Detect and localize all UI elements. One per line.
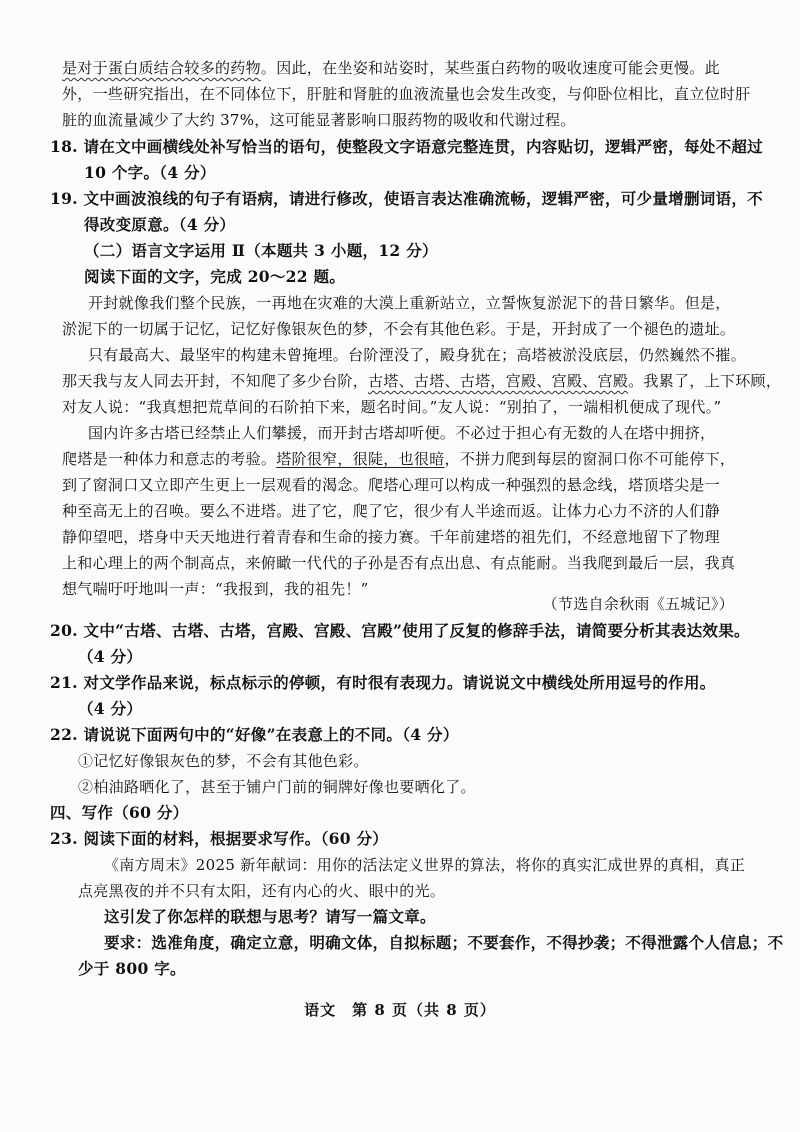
question-19-line-1: 19. 文中画波浪线的句子有语病，请进行修改，使语言表达准确流畅，逻辑严密，可少量增删词语，不 xyxy=(50,189,763,208)
question-23-line-1: 23. 阅读下面的材料，根据要求写作。（60 分） xyxy=(50,829,389,848)
reading-p2-line-2-end: 。我累了，上下环顾， xyxy=(628,372,782,390)
section-2-heading: （二）语言文字运用 Ⅱ（本题共 3 小题，12 分） xyxy=(84,241,438,260)
question-23-material-line-2: 点亮黑夜的并不只有太阳，还有内心的火、眼中的光。 xyxy=(78,882,446,900)
section-2-instruction: 阅读下面的文字，完成 20～22 题。 xyxy=(84,267,346,286)
question-18-line-2: 10 个字。（4 分） xyxy=(84,163,216,182)
question-20-line-2: （4 分） xyxy=(78,647,143,666)
reading-p2-line-3: 对友人说：“我真想把荒草间的石阶拍下来，题名时间。”友人说：“别拍了，一端相机便成了现代。” xyxy=(62,398,722,416)
reading-p3-line-2-end: ，不拼力爬到每层的窗洞口你不可能停下， xyxy=(444,450,736,468)
underlined-comma-phrase: 塔阶很窄，很陡，也很暗 xyxy=(276,450,445,468)
reading-p3-line-3: 到了窗洞口又立即产生更上一层观看的渴念。爬塔心理可以构成一种强烈的悬念线，塔顶塔尖是一 xyxy=(62,476,720,494)
reading-p3-line-7: 想气喘吁吁地叫一声：“我报到，我的祖先！” xyxy=(62,580,369,598)
reading-p3-line-2-start: 爬塔是一种体力和意志的考验。 xyxy=(62,450,277,468)
reading-p2-line-2 xyxy=(62,371,781,391)
reading-p2-line-1: 只有最高大、最坚牢的构建未曾掩埋。台阶湮没了，殿身犹在；高塔被淤没底层，仍然巍然不摧。 xyxy=(88,346,746,364)
reading-p3-line-1: 国内许多古塔已经禁止人们攀援，而开封古塔却听便。不必过于担心有无数的人在塔中拥挤， xyxy=(88,424,716,442)
reading-source: （节选自余秋雨《五城记》） xyxy=(542,595,734,613)
question-23-requirement-line-1: 要求：选准角度，确定立意，明确文体，自拟标题；不要套作，不得抄袭；不得泄露个人信息；不 xyxy=(104,933,784,952)
question-21-line-2: （4 分） xyxy=(78,699,143,718)
question-21-line-1: 21. 对文学作品来说，标点标示的停顿，有时很有表现力。请说说文中横线处所用逗号的作用。 xyxy=(50,673,716,692)
repetition-phrase: 古塔、古塔、古塔，宫殿、宫殿、宫殿 xyxy=(368,372,629,390)
section-4-heading: 四、写作（60 分） xyxy=(50,803,189,822)
question-20-line-1: 20. 文中“古塔、古塔、古塔，宫殿、宫殿、宫殿”使用了反复的修辞手法，请简要分析其表达效果。 xyxy=(50,621,750,640)
passage-line-1-rest: 。因此，在坐姿和站姿时，某些蛋白药物的吸收速度可能会更慢。此 xyxy=(260,59,720,77)
reading-p1-line-1: 开封就像我们整个民族，一再地在灾难的大漠上重新站立，立誓恢复淤泥下的昔日繁华。但是， xyxy=(88,294,731,312)
passage-line-2: 外，一些研究指出，在不同体位下，肝脏和肾脏的血液流量也会发生改变，与仰卧位相比，直立位时肝 xyxy=(62,85,751,103)
reading-p3-line-6: 上和心理上的两个制高点，来俯瞰一代代的子孙是否有点出息、有点能耐。当我爬到最后一层，我真 xyxy=(62,554,736,572)
passage-line-3: 脏的血流量减少了大约 37%，这可能显著影响口服药物的吸收和代谢过程。 xyxy=(62,111,576,129)
question-23-prompt: 这引发了你怎样的联想与思考？请写一篇文章。 xyxy=(104,907,436,926)
reading-p3-line-5: 静仰望吧，塔身中天天地进行着青春和生命的接力赛。千年前建塔的祖先们，不经意地留下了物理 xyxy=(62,528,720,546)
question-18-line-1: 18. 请在文中画横线处补写恰当的语句，使整段文字语意完整连贯，内容贴切，逻辑严密，每处不超过 xyxy=(50,137,763,156)
question-22-line-1: 22. 请说说下面两句中的“好像”在表意上的不同。（4 分） xyxy=(50,725,459,744)
reading-p3-line-2 xyxy=(62,449,735,469)
question-22-sentence-1: ①记忆好像银灰色的梦，不会有其他色彩。 xyxy=(78,752,369,770)
reading-p3-line-4: 种至高无上的召唤。要么不进塔。进了它，爬了它，很少有人半途而返。让体力心力不济的人们静 xyxy=(62,502,720,520)
reading-p1-line-2: 淤泥下的一切属于记忆，记忆好像银灰色的梦，不会有其他色彩。于是，开封成了一个褪色的遗址。 xyxy=(62,320,736,338)
question-23-requirement-line-2: 少于 800 字。 xyxy=(78,959,186,978)
reading-p2-line-2-start: 那天我与友人同去开封，不知爬了多少台阶， xyxy=(62,372,369,390)
passage-line-1 xyxy=(62,58,720,78)
question-23-material-line-1: 《南方周末》2025 新年献词：用你的活法定义世界的算法，将你的真实汇成世界的真相，真正 xyxy=(104,856,746,874)
page-footer: 语文 第 8 页（共 8 页） xyxy=(304,1001,496,1019)
question-22-sentence-2: ②柏油路晒化了，甚至于铺户门前的铜牌好像也要晒化了。 xyxy=(78,778,476,796)
wavy-underlined-sentence: 是对于蛋白质结合较多的药物 xyxy=(62,59,261,77)
question-19-line-2: 得改变原意。（4 分） xyxy=(84,215,236,234)
